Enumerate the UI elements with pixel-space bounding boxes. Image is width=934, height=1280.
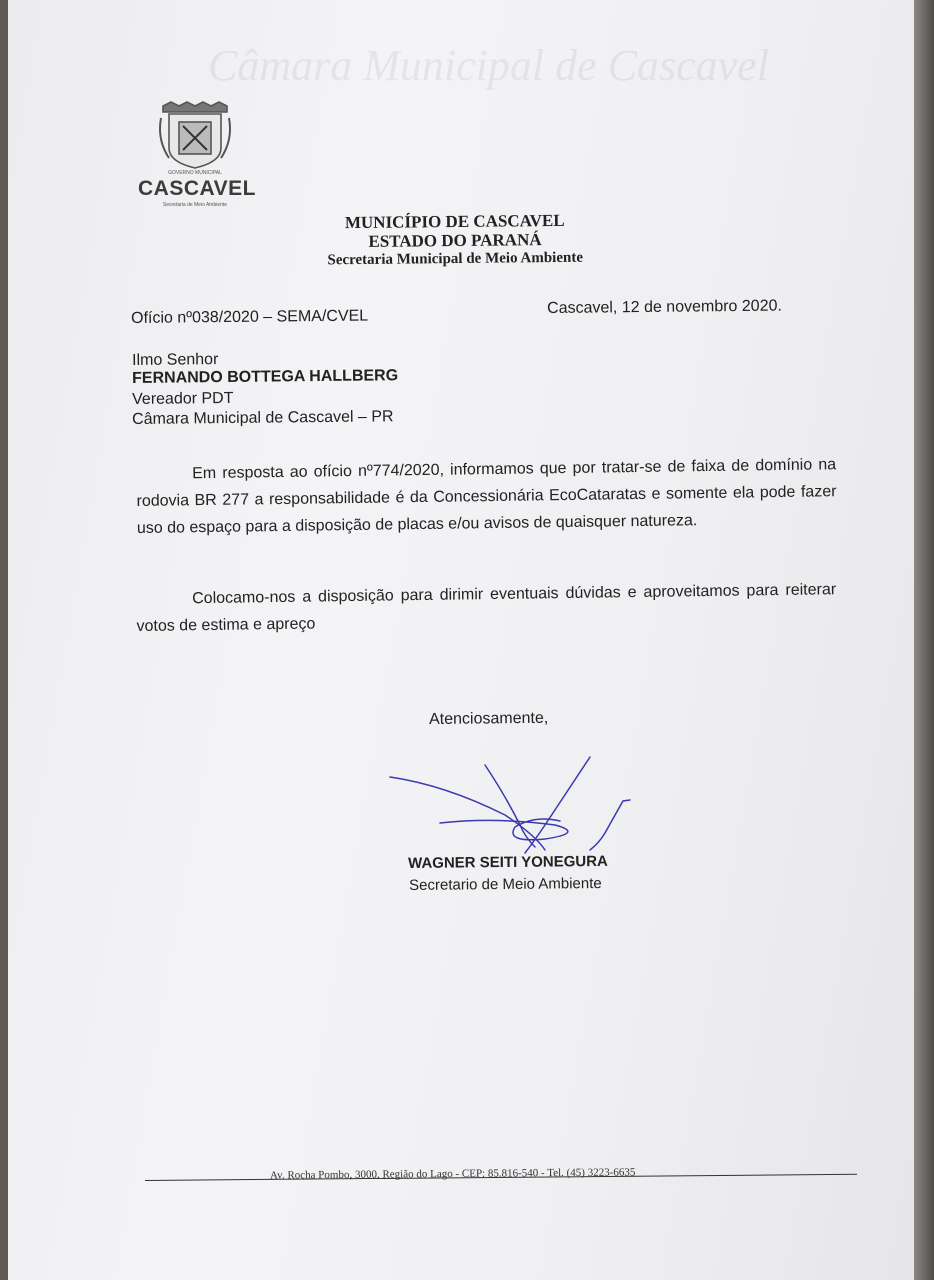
background-edge	[914, 0, 934, 1280]
handwritten-signature	[385, 755, 645, 865]
recipient-name: FERNANDO BOTTEGA HALLBERG	[132, 367, 399, 387]
signer-title: Secretario de Meio Ambiente	[409, 874, 602, 894]
recipient-salutation: Ilmo Senhor	[132, 351, 219, 369]
body-paragraph-1	[136, 451, 837, 542]
logo-caption-top: GOVERNO MUNICIPAL	[168, 170, 222, 176]
logo-wordmark: CASCAVEL	[138, 177, 256, 200]
header-municipality: MUNICÍPIO DE CASCAVEL	[344, 210, 565, 233]
body-paragraph-2	[136, 576, 837, 640]
recipient-institution: Câmara Municipal de Cascavel – PR	[132, 408, 394, 428]
valediction: Atenciosamente,	[429, 709, 549, 728]
footer-address: Av. Rocha Pombo, 3000, Região do Lago - CEP: 85.816-540 - Tel. (45) 3223-6635	[269, 1166, 636, 1182]
letter-reference: Ofício nº038/2020 – SEMA/CVEL	[131, 307, 369, 327]
body-paragraph-1-text: Em resposta ao ofício nº774/2020, informamos que por tratar-se de faixa de domínio na rodovia BR 277 a responsabilidade é da Concessionária EcoCataratas e somente ela pode fazer uso do espaço para a disposição de placas e/ou avisos de quaisquer natureza.	[136, 456, 837, 537]
logo-caption-bottom: Secretaria de Meio Ambiente	[162, 202, 228, 208]
coat-of-arms-icon	[135, 100, 255, 175]
header-state: ESTADO DO PARANÁ	[368, 230, 542, 251]
letter-date: Cascavel, 12 de novembro 2020.	[547, 297, 782, 317]
bleed-through-text: Câmara Municipal de Cascavel	[208, 41, 769, 90]
signer-name: WAGNER SEITI YONEGURA	[408, 852, 608, 872]
letterhead-title	[290, 210, 621, 270]
body-paragraph-2-text: Colocamo-nos a disposição para dirimir eventuais dúvidas e aproveitamos para reiterar votos de estima e apreço	[136, 581, 837, 635]
header-department: Secretaria Municipal de Meio Ambiente	[327, 249, 584, 269]
recipient-role: Vereador PDT	[132, 389, 234, 408]
